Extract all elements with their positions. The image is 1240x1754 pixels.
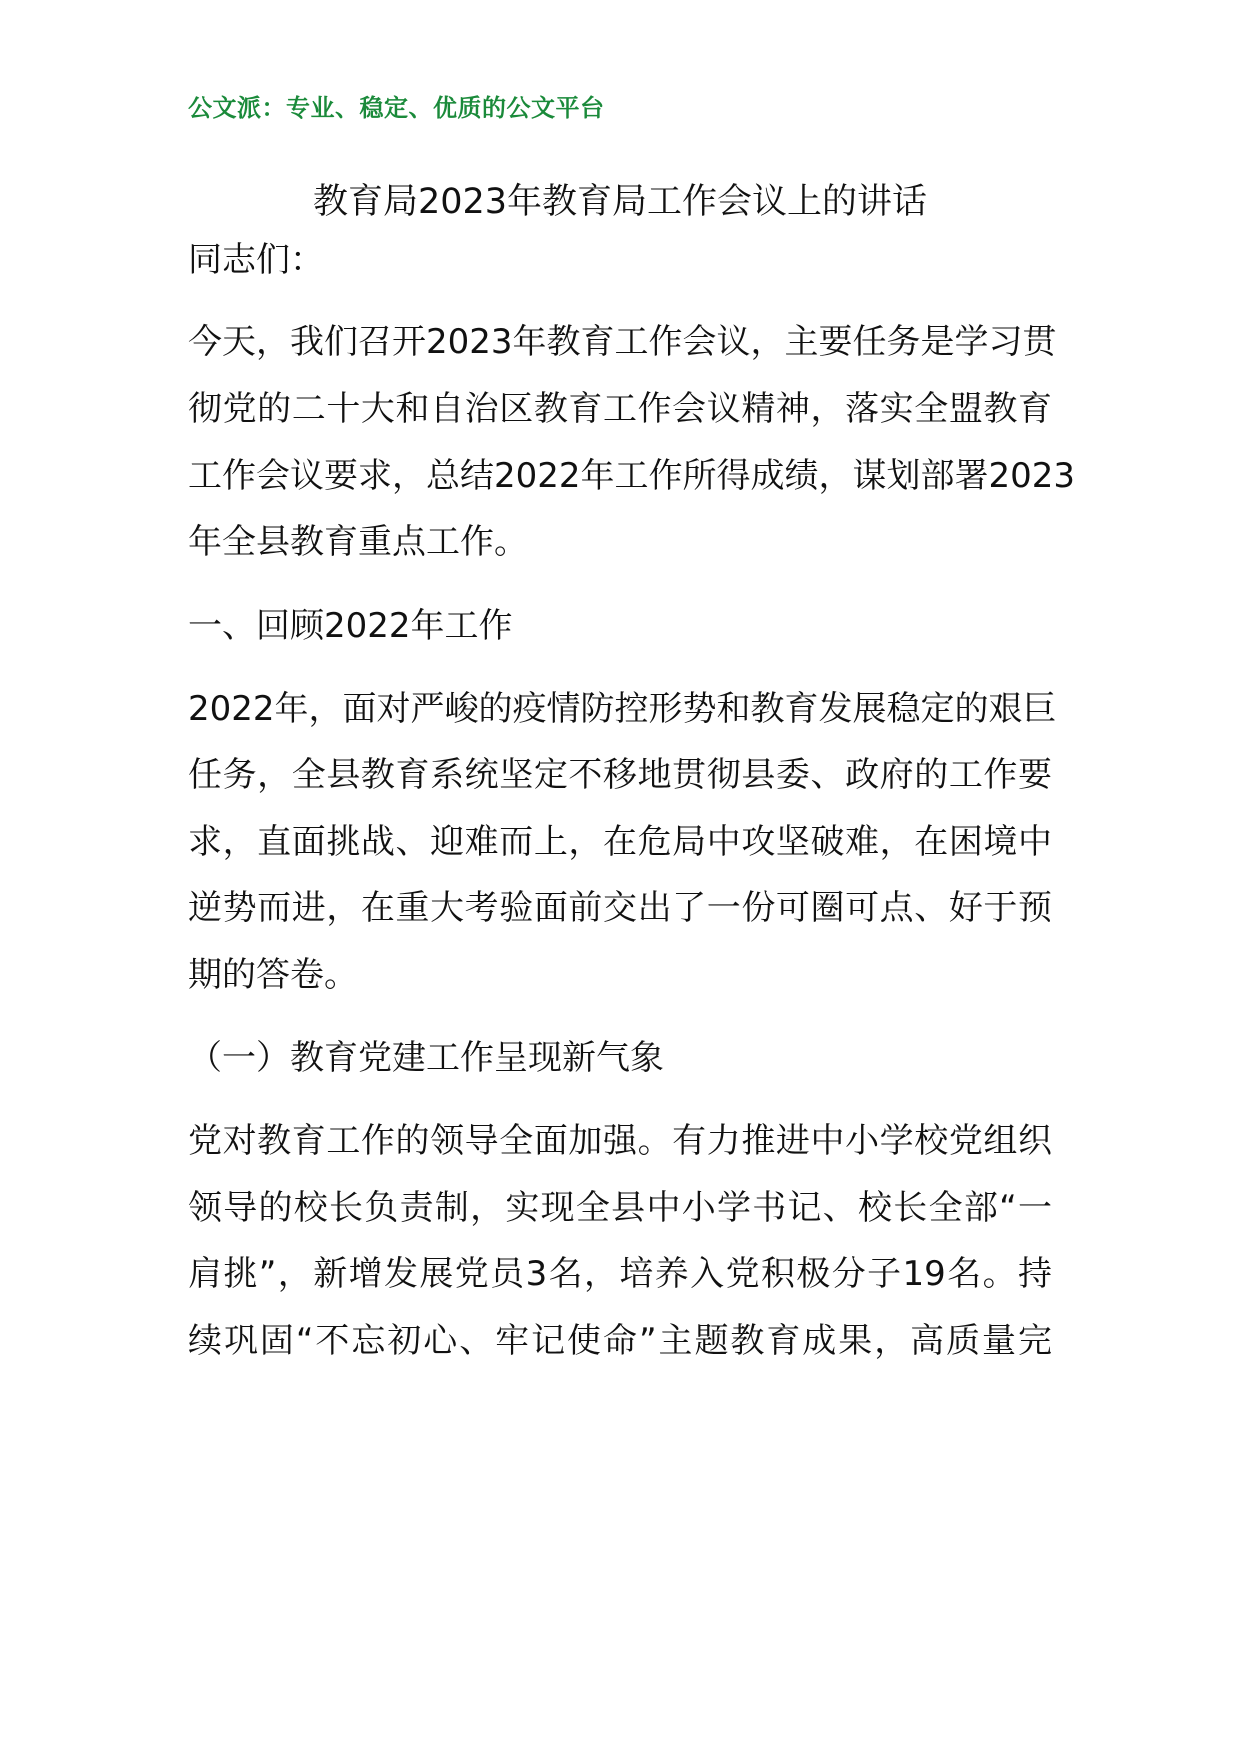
section-heading: 一、回顾2022年工作 xyxy=(188,606,513,646)
paragraph-2-line: 2022年，面对严峻的疫情防控形势和教育发展稳定的艰巨 xyxy=(188,689,1057,729)
paragraph-1-line: 工作会议要求，总结2022年工作所得成绩，谋划部署2023 xyxy=(188,456,1076,496)
paragraph-2-line: 期的答卷。 xyxy=(188,955,358,995)
paragraph-3-line: 党对教育工作的领导全面加强。有力推进中小学校党组织 xyxy=(188,1121,1052,1161)
header-brand: 公文派：专业、稳定、优质的公文平台 xyxy=(188,94,605,122)
paragraph-3-line: 领导的校长负责制，实现全县中小学书记、校长全部“一 xyxy=(188,1188,1052,1228)
document-title: 教育局2023年教育局工作会议上的讲话 xyxy=(312,182,928,222)
salutation: 同志们： xyxy=(188,240,324,280)
paragraph-2-line: 任务，全县教育系统坚定不移地贯彻县委、政府的工作要 xyxy=(188,755,1052,795)
paragraph-2-line: 逆势而进，在重大考验面前交出了一份可圈可点、好于预 xyxy=(188,888,1052,928)
paragraph-1-line: 彻党的二十大和自治区教育工作会议精神，落实全盟教育 xyxy=(188,389,1052,429)
paragraph-3-line: 肩挑”，新增发展党员3名，培养入党积极分子19名。持 xyxy=(188,1254,1052,1294)
paragraph-3-line: 续巩固“不忘初心、牢记使命”主题教育成果，高质量完 xyxy=(188,1321,1052,1361)
paragraph-1-line: 年全县教育重点工作。 xyxy=(188,522,528,562)
paragraph-1-line: 今天，我们召开2023年教育工作会议，主要任务是学习贯 xyxy=(188,322,1057,362)
paragraph-2-line: 求，直面挑战、迎难而上，在危局中攻坚破难，在困境中 xyxy=(188,822,1052,862)
subsection-heading: （一）教育党建工作呈现新气象 xyxy=(188,1038,664,1078)
